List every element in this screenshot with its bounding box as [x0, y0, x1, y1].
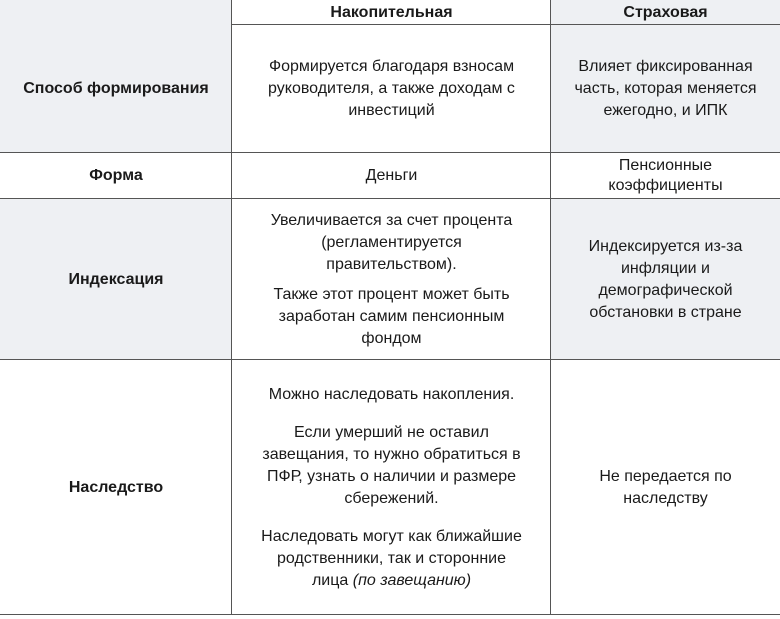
corner-cell — [0, 0, 232, 25]
paragraph — [273, 284, 509, 350]
divider — [0, 152, 780, 153]
divider — [0, 614, 780, 615]
text-line: Деньги — [365, 167, 418, 184]
text-line: ПФР, узнать о наличии и размере — [266, 467, 517, 485]
row1-col1 — [232, 25, 551, 153]
text-line: завещания, то нужно обратиться в — [262, 445, 521, 463]
header-col1: Накопительная — [330, 3, 453, 21]
text-italic: (по завещанию) — [352, 571, 472, 589]
paragraph — [261, 526, 522, 592]
divider — [231, 0, 232, 615]
row-label-form: Форма — [89, 167, 143, 184]
text-line: коэффициенты — [608, 177, 723, 194]
row3-col1 — [232, 199, 551, 360]
text-line: сбережений. — [344, 489, 439, 507]
paragraph — [271, 210, 513, 276]
text-line: Индексируется из-за — [588, 237, 743, 255]
text-plain: лица — [311, 571, 349, 589]
row2-col1 — [232, 153, 551, 199]
text-line: Наследовать могут как ближайшие — [261, 527, 522, 545]
text-line: Увеличивается за счет процента — [270, 211, 513, 229]
text-line — [261, 570, 522, 592]
row3-col2 — [551, 199, 780, 360]
text-line: Также этот процент может быть — [273, 285, 510, 303]
text-line: правительством). — [326, 255, 457, 273]
text-line: Влияет фиксированная — [578, 58, 753, 75]
row4-col1 — [232, 360, 551, 615]
divider — [0, 359, 780, 360]
row4-col2 — [551, 360, 780, 615]
text-line: Не передается по — [599, 467, 732, 485]
row-label-formation: Способ формирования — [23, 80, 209, 97]
text-line: Можно наследовать накопления. — [268, 385, 515, 403]
row1-col2 — [551, 25, 780, 153]
text-line: инфляции и — [620, 259, 710, 277]
row-label-inheritance: Наследство — [68, 478, 164, 496]
text-line: заработан самим пенсионным — [278, 307, 505, 325]
divider — [0, 198, 780, 199]
text-line: демографической — [598, 281, 733, 299]
divider — [231, 24, 780, 25]
text-line: родственники, так и сторонние — [277, 549, 506, 567]
text-line: ежегодно, и ИПК — [603, 102, 728, 119]
paragraph — [269, 384, 515, 406]
text-line: обстановки в стране — [589, 303, 742, 321]
text-line: наследству — [623, 489, 708, 507]
text-line: инвестиций — [348, 102, 435, 119]
paragraph — [262, 422, 520, 510]
text-line: (регламентируется — [321, 233, 462, 251]
text-line: фондом — [361, 329, 422, 347]
header-col2: Страховая — [623, 3, 708, 21]
text-line: Пенсионные — [618, 157, 713, 174]
text-line: Если умерший не оставил — [294, 423, 489, 441]
text-line: Формируется благодаря взносам — [268, 58, 515, 75]
divider — [550, 0, 551, 615]
row2-col2 — [551, 153, 780, 199]
text-line: часть, которая меняется — [574, 80, 757, 97]
row-label-indexation: Индексация — [68, 270, 164, 288]
text-line: руководителя, а также доходам с — [268, 80, 515, 97]
